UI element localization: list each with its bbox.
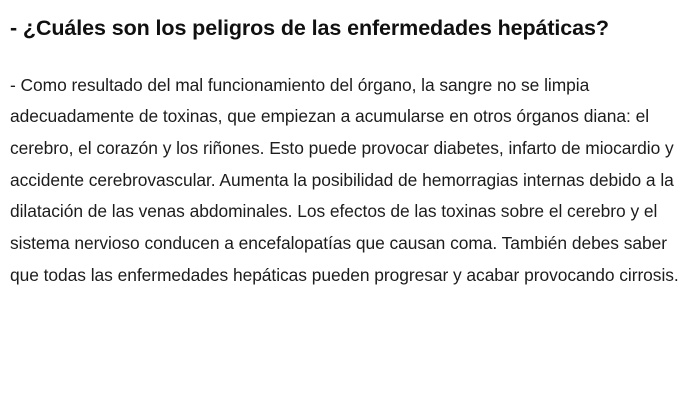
article-heading: - ¿Cuáles son los peligros de las enfermedades hepáticas? — [10, 16, 609, 40]
article-body-paragraph: - Como resultado del mal funcionamiento del órgano, la sangre no se limpia adecuadamente de toxinas, que empiezan a acumularse en otros órganos diana: el cerebro, el corazón y los riñones. Esto puede provocar diabetes, infarto de miocardio y accidente cerebrovascular. Aumenta la posibilidad de hemorragias internas debido a la dilatación de las venas abdominales. Los efectos de las toxinas sobre el cerebro y el sistema nervioso conducen a encefalopatías que causan coma. También debes saber que todas las enfermedades hepáticas pueden progresar y acabar provocando cirrosis. — [10, 74, 679, 285]
